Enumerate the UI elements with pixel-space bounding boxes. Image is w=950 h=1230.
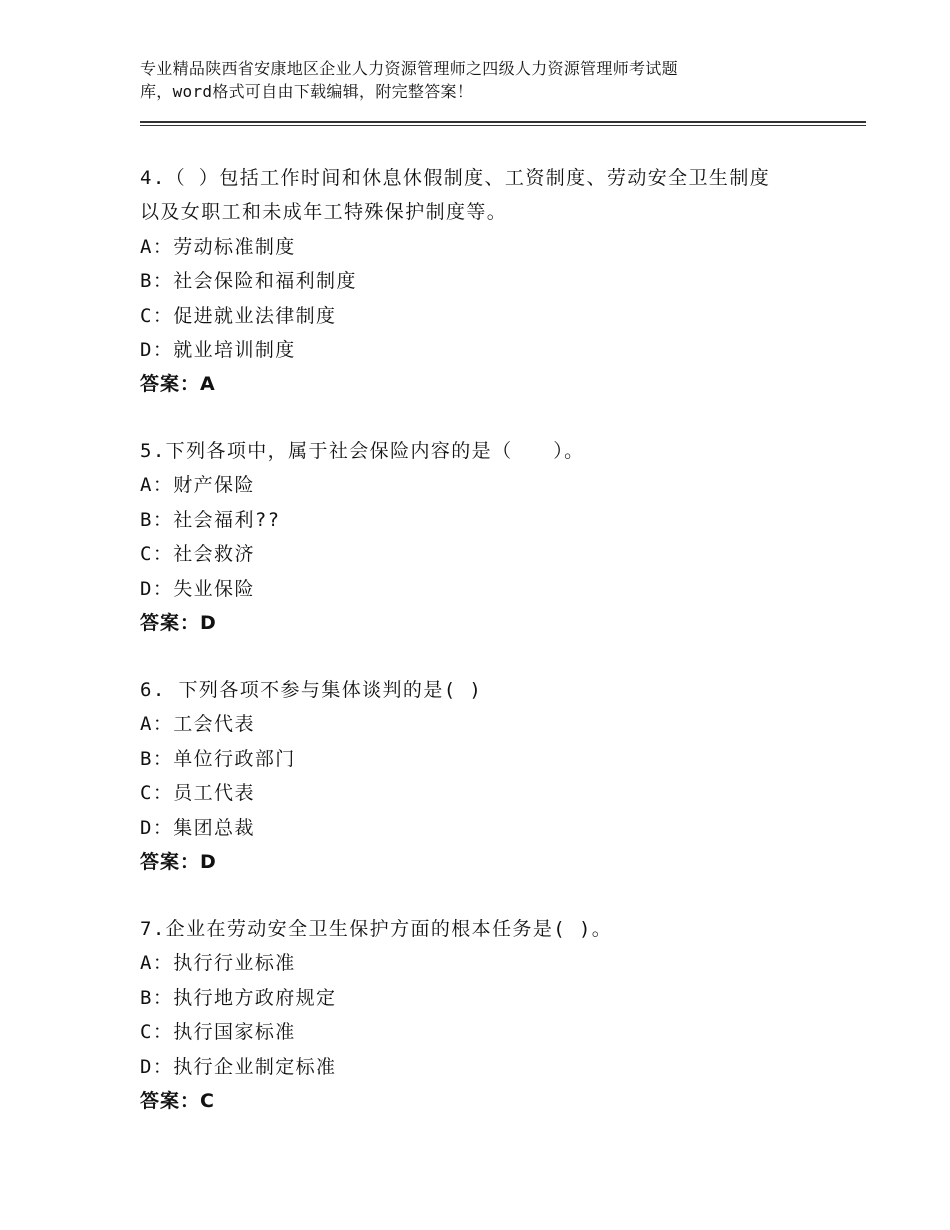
header-title-line-1: 专业精品陕西省安康地区企业人力资源管理师之四级人力资源管理师考试题 (140, 59, 678, 78)
header-title-line-2: 库，word格式可自由下载编辑，附完整答案！ (140, 82, 474, 101)
header-divider-thin (140, 125, 866, 126)
question-5 (140, 434, 840, 640)
question-stem: 5.下列各项中，属于社会保险内容的是（ ）。 (140, 440, 585, 462)
question-stem: 4.（ ）包括工作时间和休息休假制度、工资制度、劳动安全卫生制度 (140, 167, 771, 189)
question-stem: 以及女职工和未成年工特殊保护制度等。 (140, 201, 508, 224)
option-a: A：财产保险 (140, 474, 255, 497)
answer-label: 答案：D (140, 612, 217, 635)
option-d: D：就业培训制度 (140, 339, 296, 362)
question-4 (140, 161, 840, 402)
option-b: B：社会保险和福利制度 (140, 270, 357, 293)
option-d: D：失业保险 (140, 577, 255, 600)
option-a: A：执行行业标准 (140, 952, 296, 975)
option-d: D：集团总裁 (140, 816, 255, 839)
option-b: B：单位行政部门 (140, 747, 296, 770)
option-c: C：员工代表 (140, 782, 255, 805)
answer-label: 答案：A (140, 373, 216, 396)
document-header (140, 57, 780, 103)
question-6 (140, 673, 840, 879)
header-divider-thick (140, 121, 866, 123)
answer-label: 答案：C (140, 1090, 215, 1113)
question-stem: 7.企业在劳动安全卫生保护方面的根本任务是( )。 (140, 918, 613, 940)
option-d: D：执行企业制定标准 (140, 1055, 337, 1078)
option-c: C：社会救济 (140, 543, 255, 566)
option-a: A：劳动标准制度 (140, 235, 296, 258)
question-7 (140, 912, 840, 1118)
option-c: C：促进就业法律制度 (140, 304, 337, 327)
option-a: A：工会代表 (140, 713, 255, 736)
option-b: B：执行地方政府规定 (140, 986, 337, 1009)
option-b: B：社会福利?? (140, 508, 281, 531)
option-c: C：执行国家标准 (140, 1021, 296, 1044)
question-stem: 6. 下列各项不参与集体谈判的是( ) (140, 679, 483, 701)
answer-label: 答案：D (140, 851, 217, 874)
